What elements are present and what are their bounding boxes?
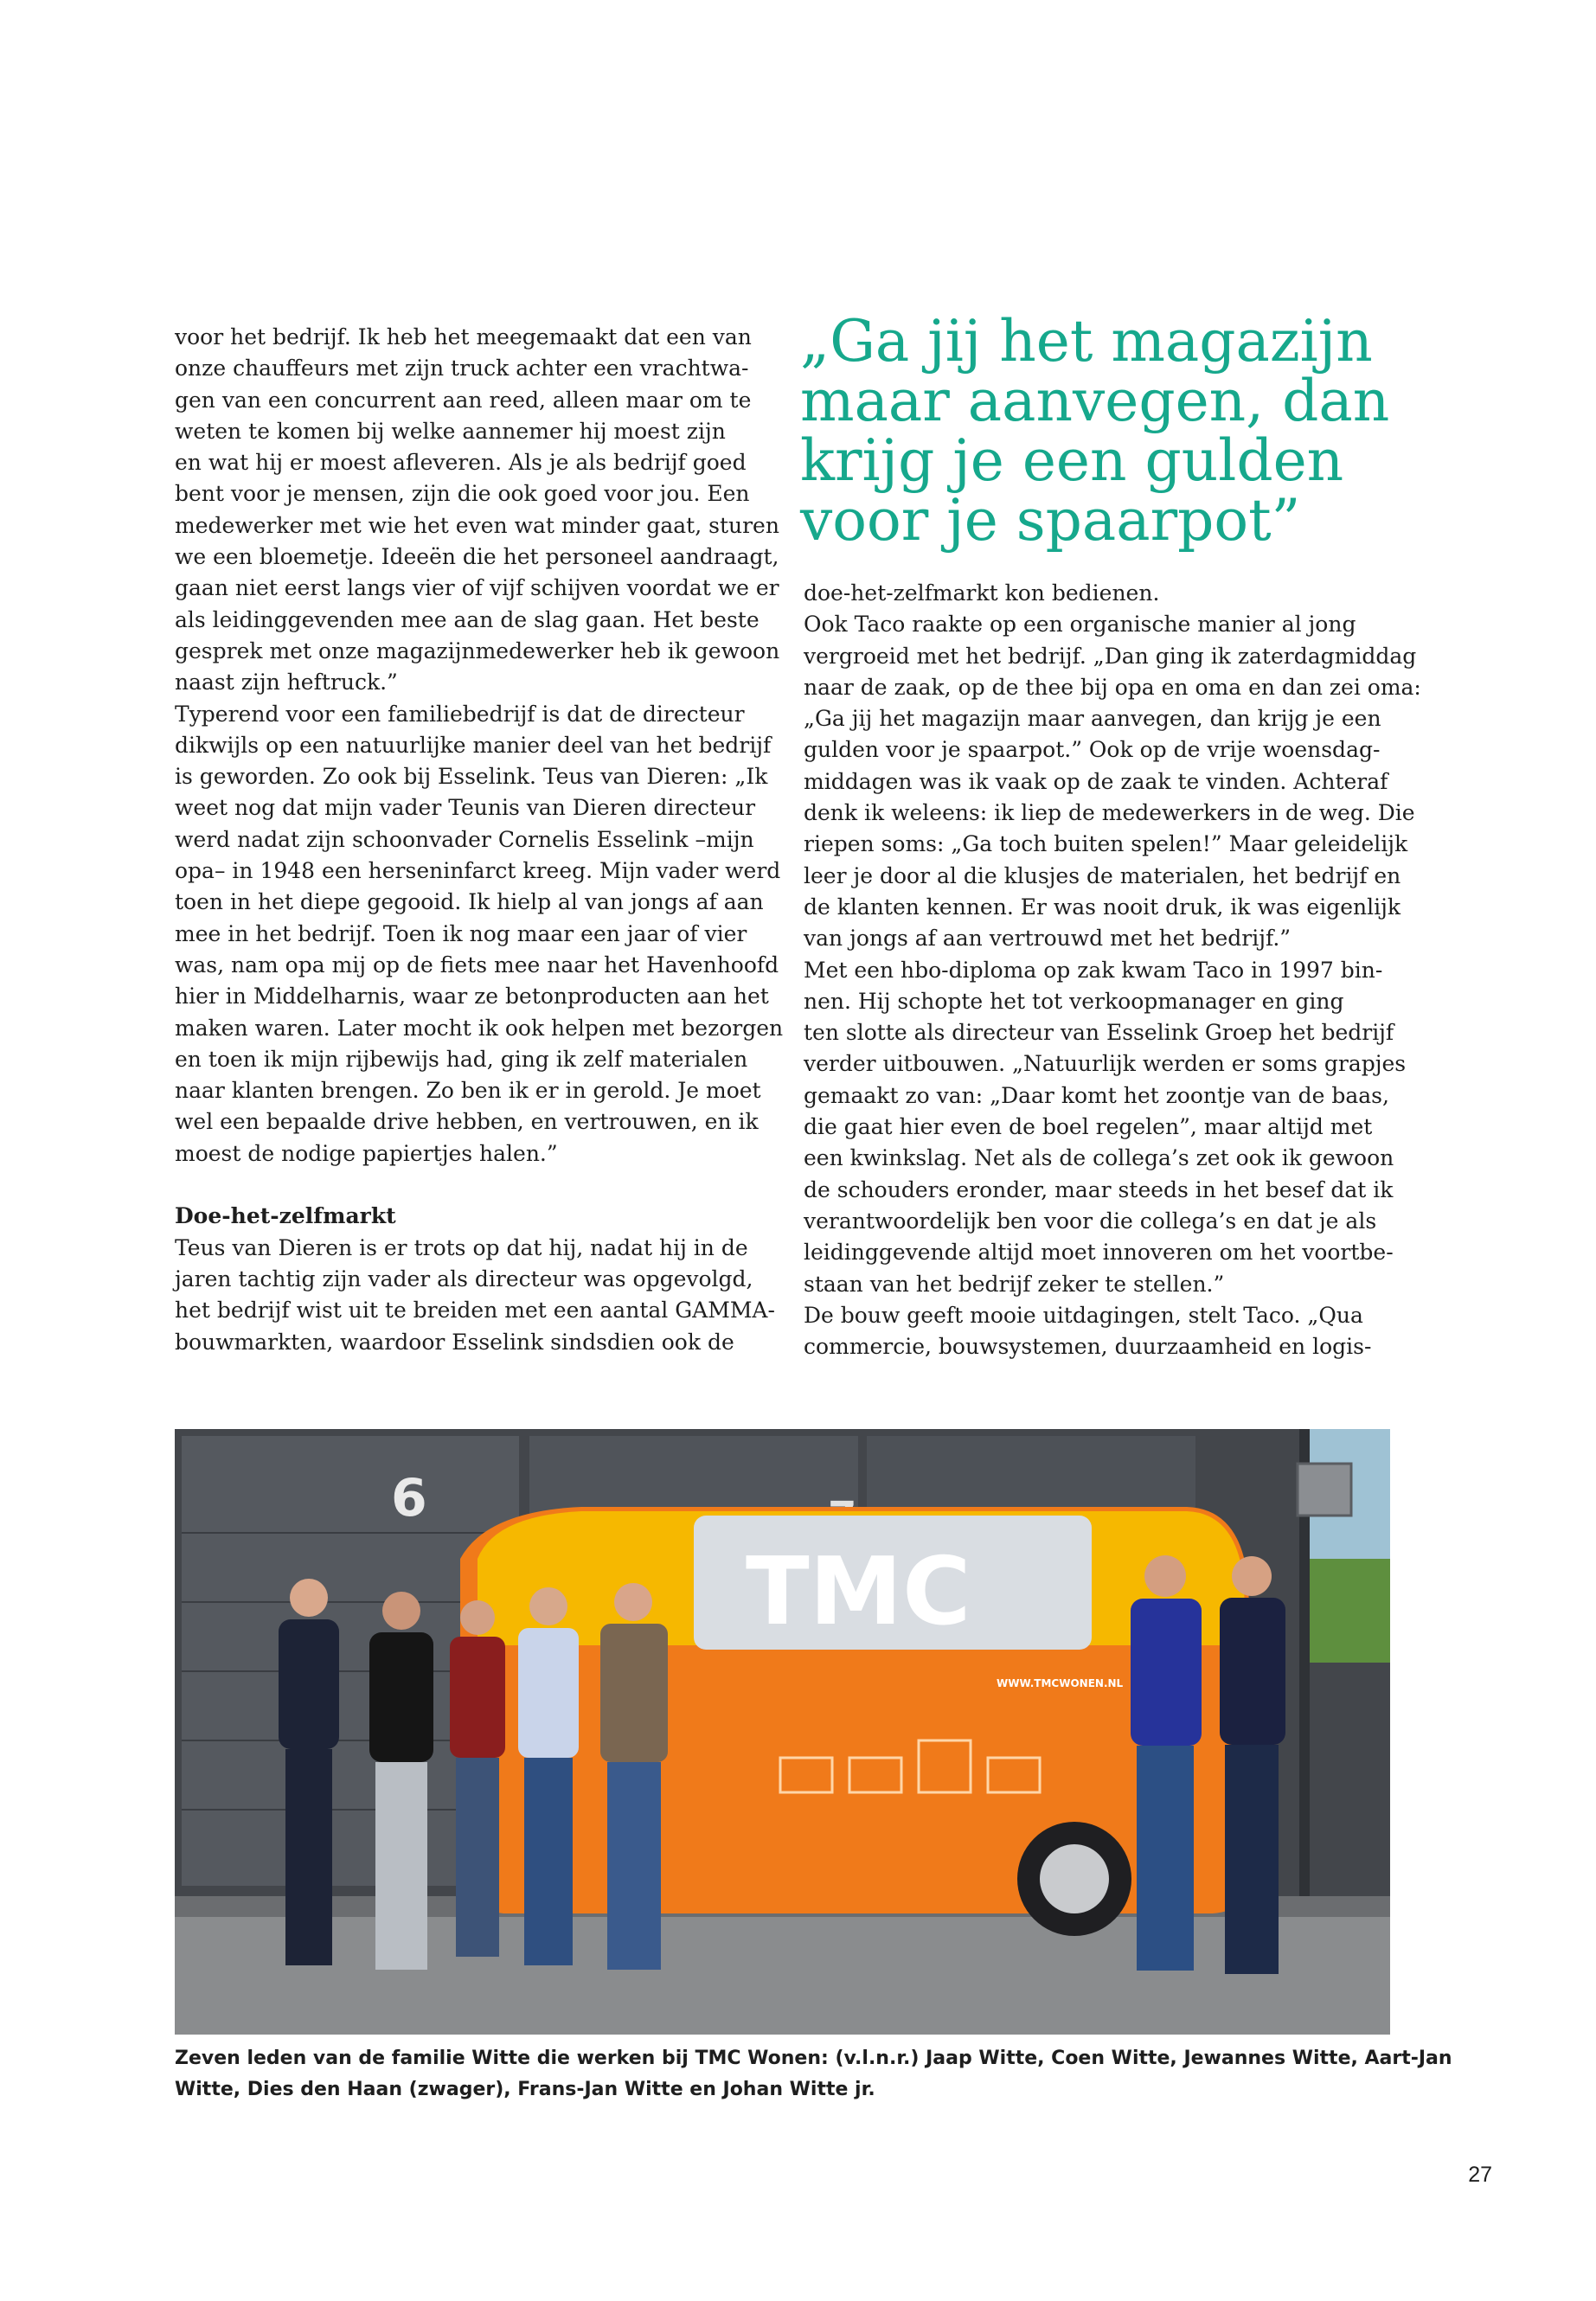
text-line: denk ik weleens: ik liep de medewerkers in de weg. Die (804, 800, 1415, 826)
text-line: weten te komen bij welke aannemer hij moest zijn (175, 418, 726, 444)
caption-line: Zeven leden van de familie Witte die werken bij TMC Wonen: (v.l.n.r.) Jaap Witte, Coen Witte, Jewannes Witte, Aart-Jan (175, 2048, 1452, 2069)
text-line: naar klanten brengen. Zo ben ik er in gerold. Je moet (175, 1078, 761, 1104)
trees-area (1299, 1559, 1390, 1663)
text-line: doe-het-zelfmarkt kon bedienen. (804, 580, 1160, 606)
ac-unit (1298, 1464, 1351, 1516)
person (600, 1583, 668, 1970)
text-line: we een bloemetje. Ideeën die het personeel aandraagt, (175, 544, 779, 570)
person (1220, 1556, 1285, 1974)
photo-caption (175, 2043, 1452, 2106)
pull-quote-line: maar aanvegen, dan (800, 368, 1390, 434)
text-line: weet nog dat mijn vader Teunis van Dieren directeur (175, 795, 756, 821)
group-photo (175, 1429, 1390, 2035)
text-line: de schouders eronder, maar steeds in het besef dat ik (804, 1176, 1394, 1202)
text-line: jaren tachtig zijn vader als directeur was opgevolgd, (175, 1266, 753, 1292)
person (279, 1579, 339, 1965)
right-text-column (804, 578, 1421, 1362)
text-line: verantwoordelijk ben voor die collega’s en dat je als (804, 1208, 1377, 1234)
text-line: als leidinggevenden mee aan de slag gaan. Het beste (175, 606, 760, 632)
text-line: gesprek met onze magazijnmedewerker heb ik gewoon (175, 638, 780, 663)
text-line: leer je door al die klusjes de materialen, het bedrijf en (804, 862, 1401, 888)
left-text-column (175, 322, 784, 1358)
text-line: Typerend voor een familiebedrijf is dat de directeur (175, 701, 745, 727)
text-line: wel een bepaalde drive hebben, en vertrouwen, en ik (175, 1109, 759, 1135)
text-line: De bouw geeft mooie uitdagingen, stelt Taco. „Qua (804, 1302, 1363, 1328)
left-paragraphs-a (175, 322, 784, 1170)
text-line: onze chauffeurs met zijn truck achter een vrachtwa- (175, 356, 749, 381)
text-line: en toen ik mijn rijbewijs had, ging ik zelf materialen (175, 1046, 748, 1072)
section-subheading: Doe-het-zelfmarkt (175, 1203, 396, 1229)
text-line: naar de zaak, op de thee bij opa en oma en dan zei oma: (804, 674, 1421, 700)
text-line: voor het bedrijf. Ik heb het meegemaakt dat een van (175, 324, 752, 349)
text-line: gaan niet eerst langs vier of vijf schijven voordat we er (175, 575, 779, 601)
text-line: leidinggevende altijd moet innoveren om het voortbe- (804, 1240, 1394, 1266)
text-line: en wat hij er moest afleveren. Als je als bedrijf goed (175, 450, 747, 476)
text-line: staan van het bedrijf zeker te stellen.” (804, 1271, 1225, 1297)
text-line: Met een hbo-diploma op zak kwam Taco in 1997 bin- (804, 957, 1383, 983)
text-line: riepen soms: „Ga toch buiten spelen!” Maar geleidelijk (804, 831, 1408, 857)
group-photo-illustration (175, 1429, 1390, 2035)
text-line: naast zijn heftruck.” (175, 670, 398, 695)
door-number-6: 6 (391, 1468, 427, 1529)
text-line: moest de nodige papiertjes halen.” (175, 1140, 558, 1166)
pull-quote (800, 308, 1423, 554)
paragraph-gap (175, 1170, 754, 1201)
pavement (175, 1913, 1390, 2035)
person (1131, 1555, 1202, 1971)
text-line: vergroeid met het bedrijf. „Dan ging ik zaterdagmiddag (804, 643, 1417, 669)
text-line: het bedrijf wist uit te breiden met een aantal GAMMA- (175, 1298, 775, 1324)
text-line: bent voor je mensen, zijn die ook goed voor jou. Een (175, 481, 750, 507)
text-line: medewerker met wie het even wat minder gaat, sturen (175, 512, 779, 538)
caption-line: Witte, Dies den Haan (zwager), Frans-Jan Witte en Johan Witte jr. (175, 2079, 875, 2100)
van-rear-hubcap (1040, 1844, 1109, 1913)
page-number: 27 (1468, 2163, 1492, 2187)
text-line: middagen was ik vaak op de zaak te vinden. Achteraf (804, 768, 1388, 794)
pull-quote-line: krijg je een gulden (800, 427, 1344, 494)
text-line: verder uitbouwen. „Natuurlijk werden er soms grapjes (804, 1051, 1407, 1077)
text-line: gemaakt zo van: „Daar komt het zoontje van de baas, (804, 1082, 1389, 1108)
text-line: ten slotte als directeur van Esselink Groep het bedrijf (804, 1020, 1394, 1046)
text-line: hier in Middelharnis, waar ze betonproducten aan het (175, 984, 769, 1009)
person (518, 1587, 579, 1965)
text-line: was, nam opa mij op de fiets mee naar het Havenhoofd (175, 952, 779, 977)
text-line: commercie, bouwsystemen, duurzaamheid en logis- (804, 1334, 1372, 1360)
text-line: is geworden. Zo ook bij Esselink. Teus van Dieren: „Ik (175, 764, 768, 790)
text-line: die gaat hier even de boel regelen”, maar altijd met (804, 1114, 1373, 1140)
text-line: „Ga jij het magazijn maar aanvegen, dan krijg je een (804, 706, 1381, 732)
text-line: Teus van Dieren is er trots op dat hij, nadat hij in de (175, 1234, 748, 1260)
pull-quote-line: „Ga jij het magazijn (800, 308, 1373, 375)
person (450, 1600, 505, 1957)
text-line: de klanten kennen. Er was nooit druk, ik was eigenlijk (804, 894, 1401, 920)
text-line: maken waren. Later mocht ik ook helpen met bezorgen (175, 1015, 784, 1041)
van-logo: TMC (746, 1538, 971, 1646)
text-line: Ook Taco raakte op een organische manier al jong (804, 612, 1356, 638)
text-line: gulden voor je spaarpot.” Ook op de vrije woensdag- (804, 737, 1381, 763)
text-line: opa– in 1948 een herseninfarct kreeg. Mijn vader werd (175, 858, 781, 884)
text-line: werd nadat zijn schoonvader Cornelis Esselink –mijn (175, 826, 754, 852)
text-line: gen van een concurrent aan reed, alleen maar om te (175, 387, 752, 413)
text-line: van jongs af aan vertrouwd met het bedrijf.” (804, 926, 1292, 952)
van-url: WWW.TMCWONEN.NL (997, 1677, 1124, 1689)
left-paragraphs-b (175, 1233, 775, 1358)
text-line: dikwijls op een natuurlijke manier deel van het bedrijf (175, 732, 772, 758)
text-line: toen in het diepe gegooid. Ik hielp al van jongs af aan (175, 889, 764, 915)
text-line: bouwmarkten, waardoor Esselink sindsdien ook de (175, 1329, 734, 1355)
text-line: mee in het bedrijf. Toen ik nog maar een jaar of vier (175, 920, 747, 946)
text-line: nen. Hij schopte het tot verkoopmanager en ging (804, 988, 1344, 1014)
person (369, 1592, 433, 1970)
text-line: een kwinkslag. Net als de collega’s zet ook ik gewoon (804, 1145, 1394, 1171)
pull-quote-line: voor je spaarpot” (800, 487, 1301, 554)
